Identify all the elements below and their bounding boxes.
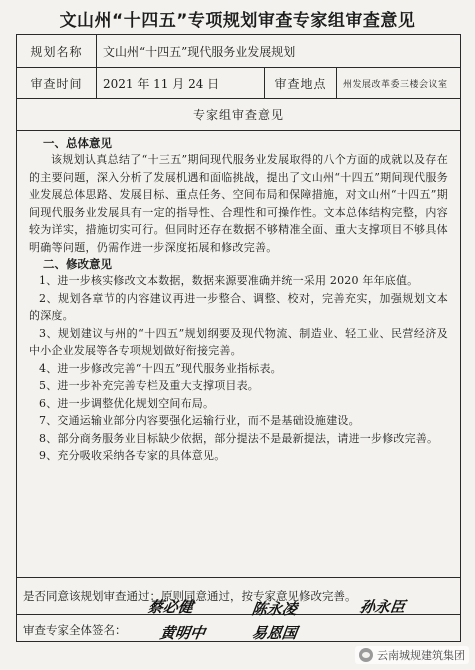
review-place-value: 州发展改革委三楼会议室 bbox=[343, 79, 448, 90]
opinion-header: 专家组审查意见 bbox=[192, 108, 284, 122]
review-place-label: 审查地点 bbox=[265, 68, 337, 98]
opinion-body bbox=[17, 131, 460, 578]
revision-heading: 二、修改意见 bbox=[43, 257, 112, 271]
document-title: 文山州“十四五”专项规划审查专家组审查意见 bbox=[59, 11, 416, 31]
review-form bbox=[16, 34, 461, 642]
revision-item-3: 3、规划建议与州的“十四五”规划纲要及现代物流、制造业、轻工业、民营经济及中小企业发展等各专项规划做好衔接完善。 bbox=[29, 326, 448, 357]
revision-item-2: 2、规划各章节的内容建议再进一步整合、调整、校对，完善充实，加强规划文本的深度。 bbox=[29, 291, 448, 322]
wechat-icon bbox=[359, 648, 373, 662]
revision-item-9: 9、充分吸收采纳各专家的具体意见。 bbox=[39, 449, 226, 462]
review-meta-row bbox=[17, 68, 460, 99]
watermark-text: 云南城规建筑集团 bbox=[377, 649, 465, 662]
overall-text: 该规划认真总结了“十三五”期间现代服务业发展取得的八个方面的成就以及存在的主要问题，深入分析了发展机遇和面临挑战，提出了文山州“十四五”期间现代服务业发展总体思路、发展目标、重点任务、空间布局和保障措施，对文山州“十四五”期间现代服务业发展具有一定的指导性、合理性和可操作性。文本总体结构完整，内容较为详实，措施切实可行。但同时还存在数据不够精准全面、重大支撑项目不够具体明确等问题，仍需作进一步深度拓展和修改完善。 bbox=[29, 153, 448, 254]
revision-item-7: 7、交通运输业部分内容要强化运输行业，而不是基础设施建设。 bbox=[39, 414, 360, 427]
revision-item-5: 5、进一步补充完善专栏及重大支撑项目表。 bbox=[39, 379, 259, 392]
signature-2: 陈永凌 bbox=[250, 600, 299, 618]
expert-signatures bbox=[17, 615, 460, 641]
overall-heading: 一、总体意见 bbox=[43, 136, 112, 150]
publisher-watermark bbox=[355, 646, 469, 664]
plan-name-value: 文山州“十四五”现代服务业发展规划 bbox=[103, 44, 296, 59]
signature-3: 孙永臣 bbox=[358, 598, 407, 616]
signature-4: 黄明中 bbox=[158, 624, 207, 642]
review-time-value: 2021 年 11 月 24 日 bbox=[97, 68, 265, 98]
plan-name-label: 规划名称 bbox=[17, 35, 97, 67]
revision-item-8: 8、部分商务服务业目标缺少依据，部分提法不是最新提法，请进一步修改完善。 bbox=[39, 431, 439, 445]
signature-5: 易恩国 bbox=[250, 624, 299, 642]
signature-1: 蔡必健 bbox=[146, 598, 195, 616]
revision-item-4: 4、进一步修改完善“十四五”现代服务业指标表。 bbox=[39, 361, 282, 375]
opinion-header-row bbox=[17, 99, 460, 131]
expert-signature-label: 审查专家全体签名： bbox=[23, 623, 127, 637]
revision-item-6: 6、进一步调整优化规划空间布局。 bbox=[39, 396, 215, 410]
approval-conclusion: 是否同意该规划审查通过：原则同意通过，按专家意见修改完善。 bbox=[17, 578, 460, 615]
plan-name-row bbox=[17, 35, 460, 68]
review-time-label: 审查时间 bbox=[17, 68, 97, 98]
revision-item-1: 1、进一步核实修改文本数据，数据来源要准确并统一采用 2020 年年底值。 bbox=[39, 274, 419, 287]
